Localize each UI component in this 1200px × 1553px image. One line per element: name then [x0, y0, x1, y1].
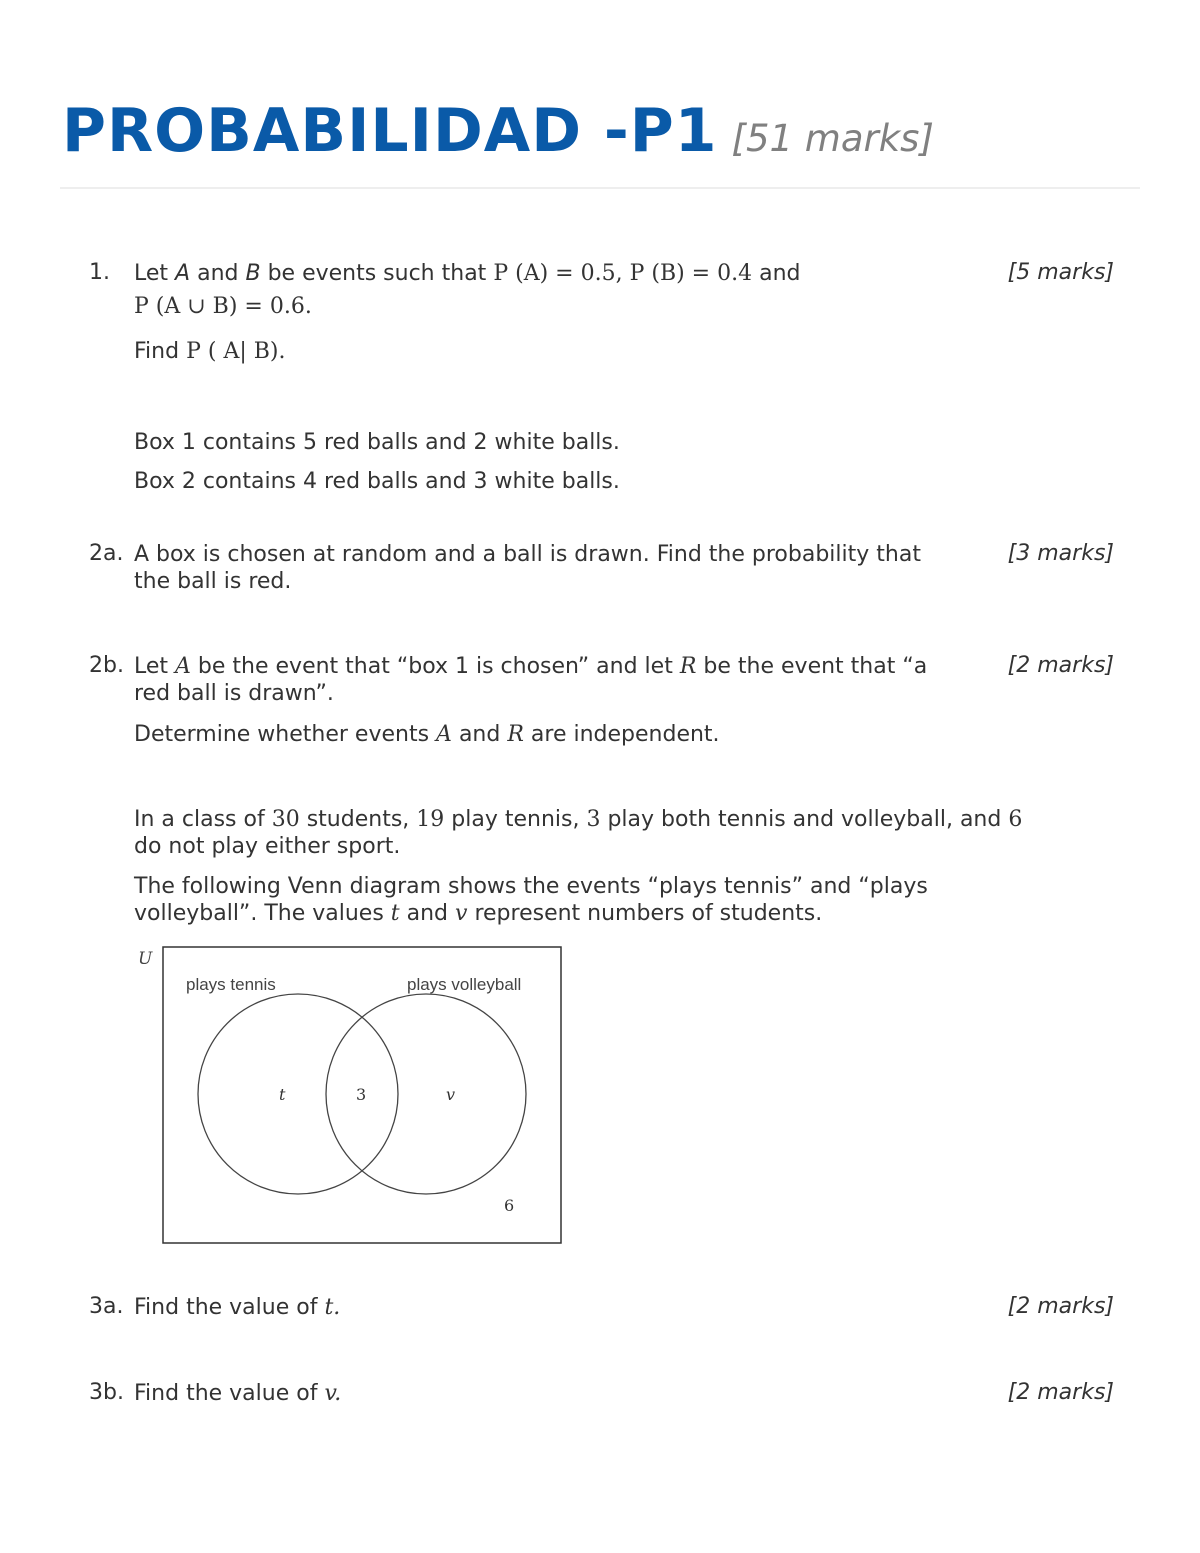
text-span: Find the value of: [134, 1381, 318, 1406]
text-span: In a class of: [134, 807, 265, 832]
text-span: Find the value of: [134, 1295, 318, 1320]
intro-line1: [134, 806, 1022, 833]
math-var: t: [390, 901, 400, 926]
set-b-label: plays volleyball: [407, 975, 522, 994]
math-num: 6: [1008, 807, 1023, 832]
math-var: t.: [324, 1295, 341, 1320]
math-var: A: [175, 261, 191, 286]
question-text-line1: A box is chosen at random and a ball is drawn. Find the probability that: [134, 542, 921, 567]
box-2-info: Box 2 contains 4 red balls and 3 white balls.: [134, 469, 620, 494]
question-number: 1.: [89, 260, 110, 285]
page-title-text: PROBABILIDAD -P1: [62, 96, 718, 166]
intro-line4: [134, 900, 822, 927]
text-span: students,: [306, 807, 410, 832]
question-text: [134, 1380, 341, 1407]
title-divider: [60, 187, 1140, 189]
text-span: Determine whether events: [134, 722, 430, 747]
question-determine: [134, 721, 720, 748]
total-marks: [51 marks]: [731, 117, 934, 160]
universe-label: U: [138, 949, 153, 969]
question-text-line2: red ball is drawn”.: [134, 681, 334, 706]
question-text-line2: the ball is red.: [134, 569, 292, 594]
question-text: [134, 1294, 340, 1321]
region-outside: 6: [504, 1196, 515, 1215]
text-span: play both tennis and volleyball, and: [607, 807, 1002, 832]
text-span: represent numbers of students.: [474, 901, 823, 926]
math-expr-union: P (A ∪ B) = 0.6.: [134, 294, 312, 319]
question-number: 3b.: [89, 1380, 124, 1405]
math-num: 19: [416, 807, 445, 832]
text-span: be the event that “box 1 is chosen” and let: [197, 654, 673, 679]
text-span: Let: [134, 261, 169, 286]
question-text: [134, 260, 801, 287]
text-span: play tennis,: [451, 807, 580, 832]
question-marks: [2 marks]: [1007, 1294, 1114, 1319]
question-marks: [2 marks]: [1007, 653, 1114, 678]
question-text-line1: [134, 653, 927, 680]
question-find: [134, 338, 286, 365]
question-number: 3a.: [89, 1294, 124, 1319]
math-var: v: [455, 901, 468, 926]
text-span: Let: [134, 654, 169, 679]
math-var: B: [245, 261, 261, 286]
text-span: and: [759, 261, 801, 286]
text-span: and: [197, 261, 239, 286]
math-expr: P (B) = 0.4: [629, 261, 753, 286]
question-marks: [5 marks]: [1007, 260, 1114, 285]
set-a-circle: [198, 994, 398, 1194]
math-expr: P (A) = 0.5,: [493, 261, 623, 286]
text-span: are independent.: [530, 722, 720, 747]
page-title: [62, 96, 934, 166]
math-var: A: [175, 654, 191, 679]
text-span: be the event that “a: [703, 654, 928, 679]
math-num: 30: [271, 807, 300, 832]
math-num: 3: [586, 807, 601, 832]
question-number: 2b.: [89, 653, 124, 678]
region-both: 3: [356, 1085, 367, 1104]
question-marks: [3 marks]: [1007, 541, 1114, 566]
region-only-b: v: [446, 1085, 456, 1104]
venn-diagram: [132, 942, 572, 1252]
box-1-info: Box 1 contains 5 red balls and 2 white balls.: [134, 430, 620, 455]
text-span: volleyball”. The values: [134, 901, 384, 926]
math-var: A: [436, 722, 452, 747]
math-var: v.: [324, 1381, 342, 1406]
intro-line3: The following Venn diagram shows the events “plays tennis” and “plays: [134, 874, 928, 899]
text-span: and: [458, 722, 501, 747]
math-expr: P ( A| B).: [186, 339, 286, 364]
text-span: be events such that: [267, 261, 487, 286]
intro-line2: do not play either sport.: [134, 834, 401, 859]
text-span: and: [406, 901, 449, 926]
text-span: Find: [134, 339, 180, 364]
region-only-a: t: [279, 1085, 286, 1104]
math-var: R: [507, 722, 524, 747]
question-marks: [2 marks]: [1007, 1380, 1114, 1405]
set-a-label: plays tennis: [186, 975, 276, 994]
question-number: 2a.: [89, 541, 124, 566]
math-var: R: [679, 654, 697, 679]
